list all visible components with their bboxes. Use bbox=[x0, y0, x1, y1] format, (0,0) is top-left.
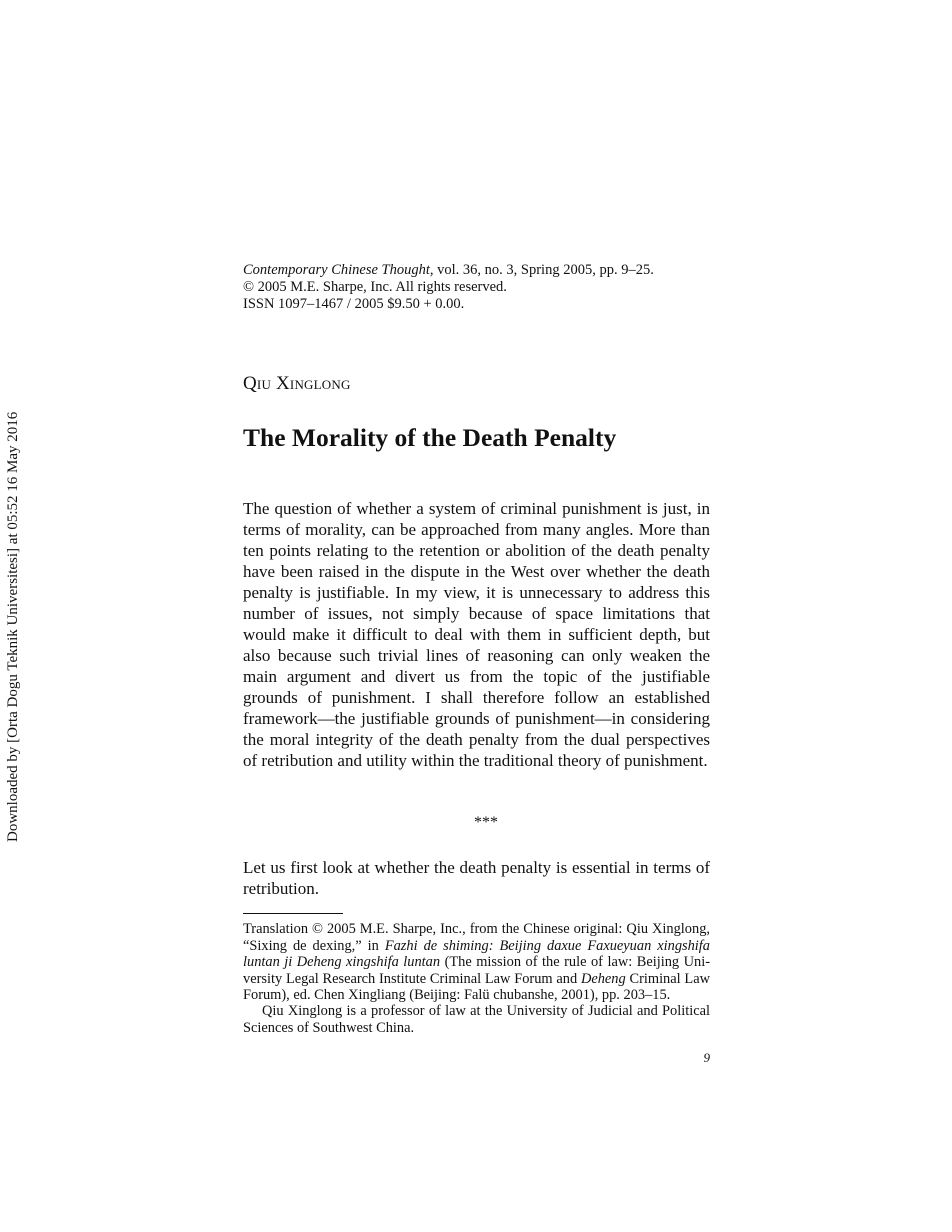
citation-copyright: © 2005 M.E. Sharpe, Inc. All rights reserved. bbox=[243, 279, 507, 295]
footnote-translation-prefix: Translation © 2005 M.E. Sharpe, Inc., from the Chinese original: Qiu Xinglong, “Sixing de dexing,” in bbox=[243, 921, 710, 954]
journal-name: Contemporary Chinese Thought, bbox=[243, 262, 434, 278]
footnote-deheng: Deheng bbox=[580, 970, 626, 987]
journal-citation bbox=[243, 262, 713, 313]
download-watermark: Downloaded by [Orta Dogu Teknik Universitesi] at 05:52 16 May 2016 bbox=[5, 411, 21, 842]
citation-journal-line bbox=[243, 262, 713, 279]
section-separator: *** bbox=[474, 814, 498, 831]
body-paragraph-2: Let us first look at whether the death penalty is essential in terms of retribution. bbox=[243, 858, 710, 898]
footnote-source-translation-prefix: (The mission of the rule of law: Beijing University Legal Research Institute Criminal Law Forum and bbox=[243, 954, 710, 987]
footnote-translation bbox=[243, 921, 710, 1004]
footnote-author-note: Qiu Xinglong is a professor of law at the University of Judicial and Political Sciences of Southwest China. bbox=[243, 1003, 710, 1036]
footnote-source-translation-suffix: Criminal Law Forum), ed. Chen Xingliang (Beijing: Falü chubanshe, 2001), pp. 203–15. bbox=[243, 970, 710, 1004]
article-title: The Morality of the Death Penalty bbox=[243, 423, 617, 452]
footnote-rule bbox=[243, 913, 343, 914]
author-name bbox=[243, 373, 351, 395]
author-surname: Qiu bbox=[243, 373, 272, 394]
body-paragraph-1: The question of whether a system of criminal punishment is just, in terms of morality, can be approached from many angles. More than ten points relating to the retention or abolition of the death penalty have been raised in the dispute in the West over whether the death penalty is justifiable. In my view, it is unnecessary to address this number of issues, not simply because of space limitations that would make it difficult to deal with them in sufficient depth, but also because such trivial lines of reasoning can only weaken the main argument and divert us from the topic of the justifiable grounds of punishment. I shall therefore follow an established framework—the justifiable grounds of punishment—in considering the moral integrity of the death penalty from the dual perspectives of retribution and utility within the traditional theory of punishment. bbox=[243, 499, 710, 770]
footnote-source-title: Fazhi de shiming: Beijing daxue Faxueyuan xingshifa luntan ji Deheng xingshifa luntan bbox=[243, 937, 711, 971]
journal-details: vol. 36, no. 3, Spring 2005, pp. 9–25. bbox=[433, 262, 654, 278]
page-number: 9 bbox=[703, 1050, 710, 1065]
author-given-name: Xinglong bbox=[276, 373, 351, 394]
citation-issn: ISSN 1097–1467 / 2005 $9.50 + 0.00. bbox=[243, 296, 465, 312]
